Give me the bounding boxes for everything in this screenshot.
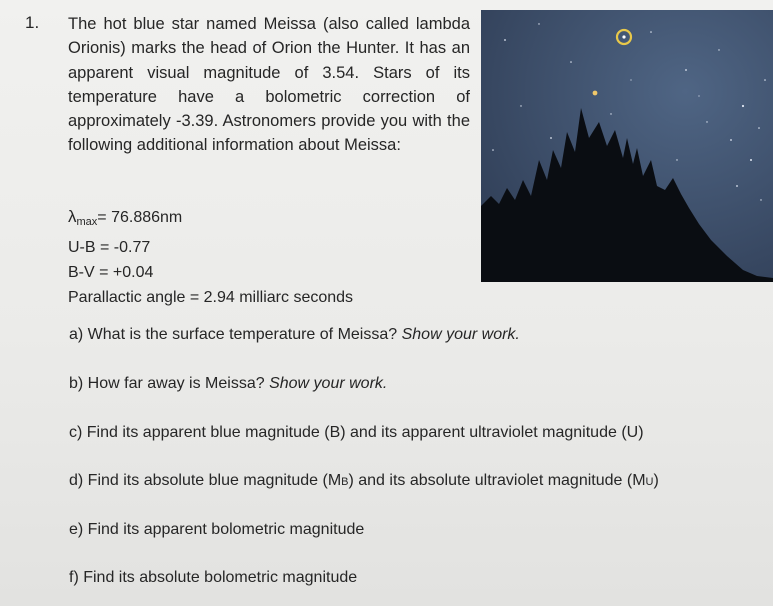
b-v-line: B-V = +0.04 bbox=[68, 264, 154, 281]
question-c-text: c) Find its apparent blue magnitude (B) and its apparent ultraviolet magnitude (U) bbox=[69, 424, 644, 441]
question-e-text: e) Find its apparent bolometric magnitude bbox=[69, 521, 365, 538]
question-b bbox=[69, 375, 387, 393]
question-d bbox=[69, 472, 659, 490]
problem-intro: The hot blue star named Meissa (also called lambda Orionis) marks the head of Orion the Hunter. It has an apparent visual magnitude of 3.54. Stars of its temperature have a bolometric correction of approximately -3.39. Astronomers provide you with the following additional information about Meissa: bbox=[68, 15, 470, 155]
question-d-mid: ) and its absolute ultraviolet magnitude (M bbox=[348, 472, 646, 489]
orange-star bbox=[593, 91, 598, 96]
u-b-line: U-B = -0.77 bbox=[68, 239, 151, 256]
lambda-value: = 76.886nm bbox=[97, 209, 183, 226]
lambda-subscript: max bbox=[76, 216, 98, 228]
meissa-night-sky-photo bbox=[481, 10, 773, 282]
question-b-text: b) How far away is Meissa? bbox=[69, 375, 265, 392]
question-d-sub-u: U bbox=[645, 476, 654, 488]
lambda-symbol: λ bbox=[68, 207, 77, 226]
given-data bbox=[68, 204, 353, 310]
problem-number: 1. bbox=[25, 13, 40, 32]
question-d-sub-b: B bbox=[341, 476, 349, 488]
lambda-max-line bbox=[68, 204, 353, 235]
meissa-star bbox=[622, 35, 625, 38]
question-a bbox=[69, 326, 520, 344]
question-f-text: f) Find its absolute bolometric magnitude bbox=[69, 569, 358, 586]
question-f bbox=[69, 569, 357, 587]
question-c bbox=[69, 424, 644, 442]
question-a-note: Show your work. bbox=[401, 326, 520, 343]
night-sky-illustration bbox=[481, 10, 773, 282]
question-d-end: ) bbox=[653, 472, 659, 489]
question-b-note: Show your work. bbox=[269, 375, 388, 392]
question-e bbox=[69, 521, 364, 539]
parallax-line: Parallactic angle = 2.94 milliarc seconds bbox=[68, 289, 354, 306]
question-a-text: a) What is the surface temperature of Meissa? bbox=[69, 326, 398, 343]
question-d-text: d) Find its absolute blue magnitude (M bbox=[69, 472, 342, 489]
